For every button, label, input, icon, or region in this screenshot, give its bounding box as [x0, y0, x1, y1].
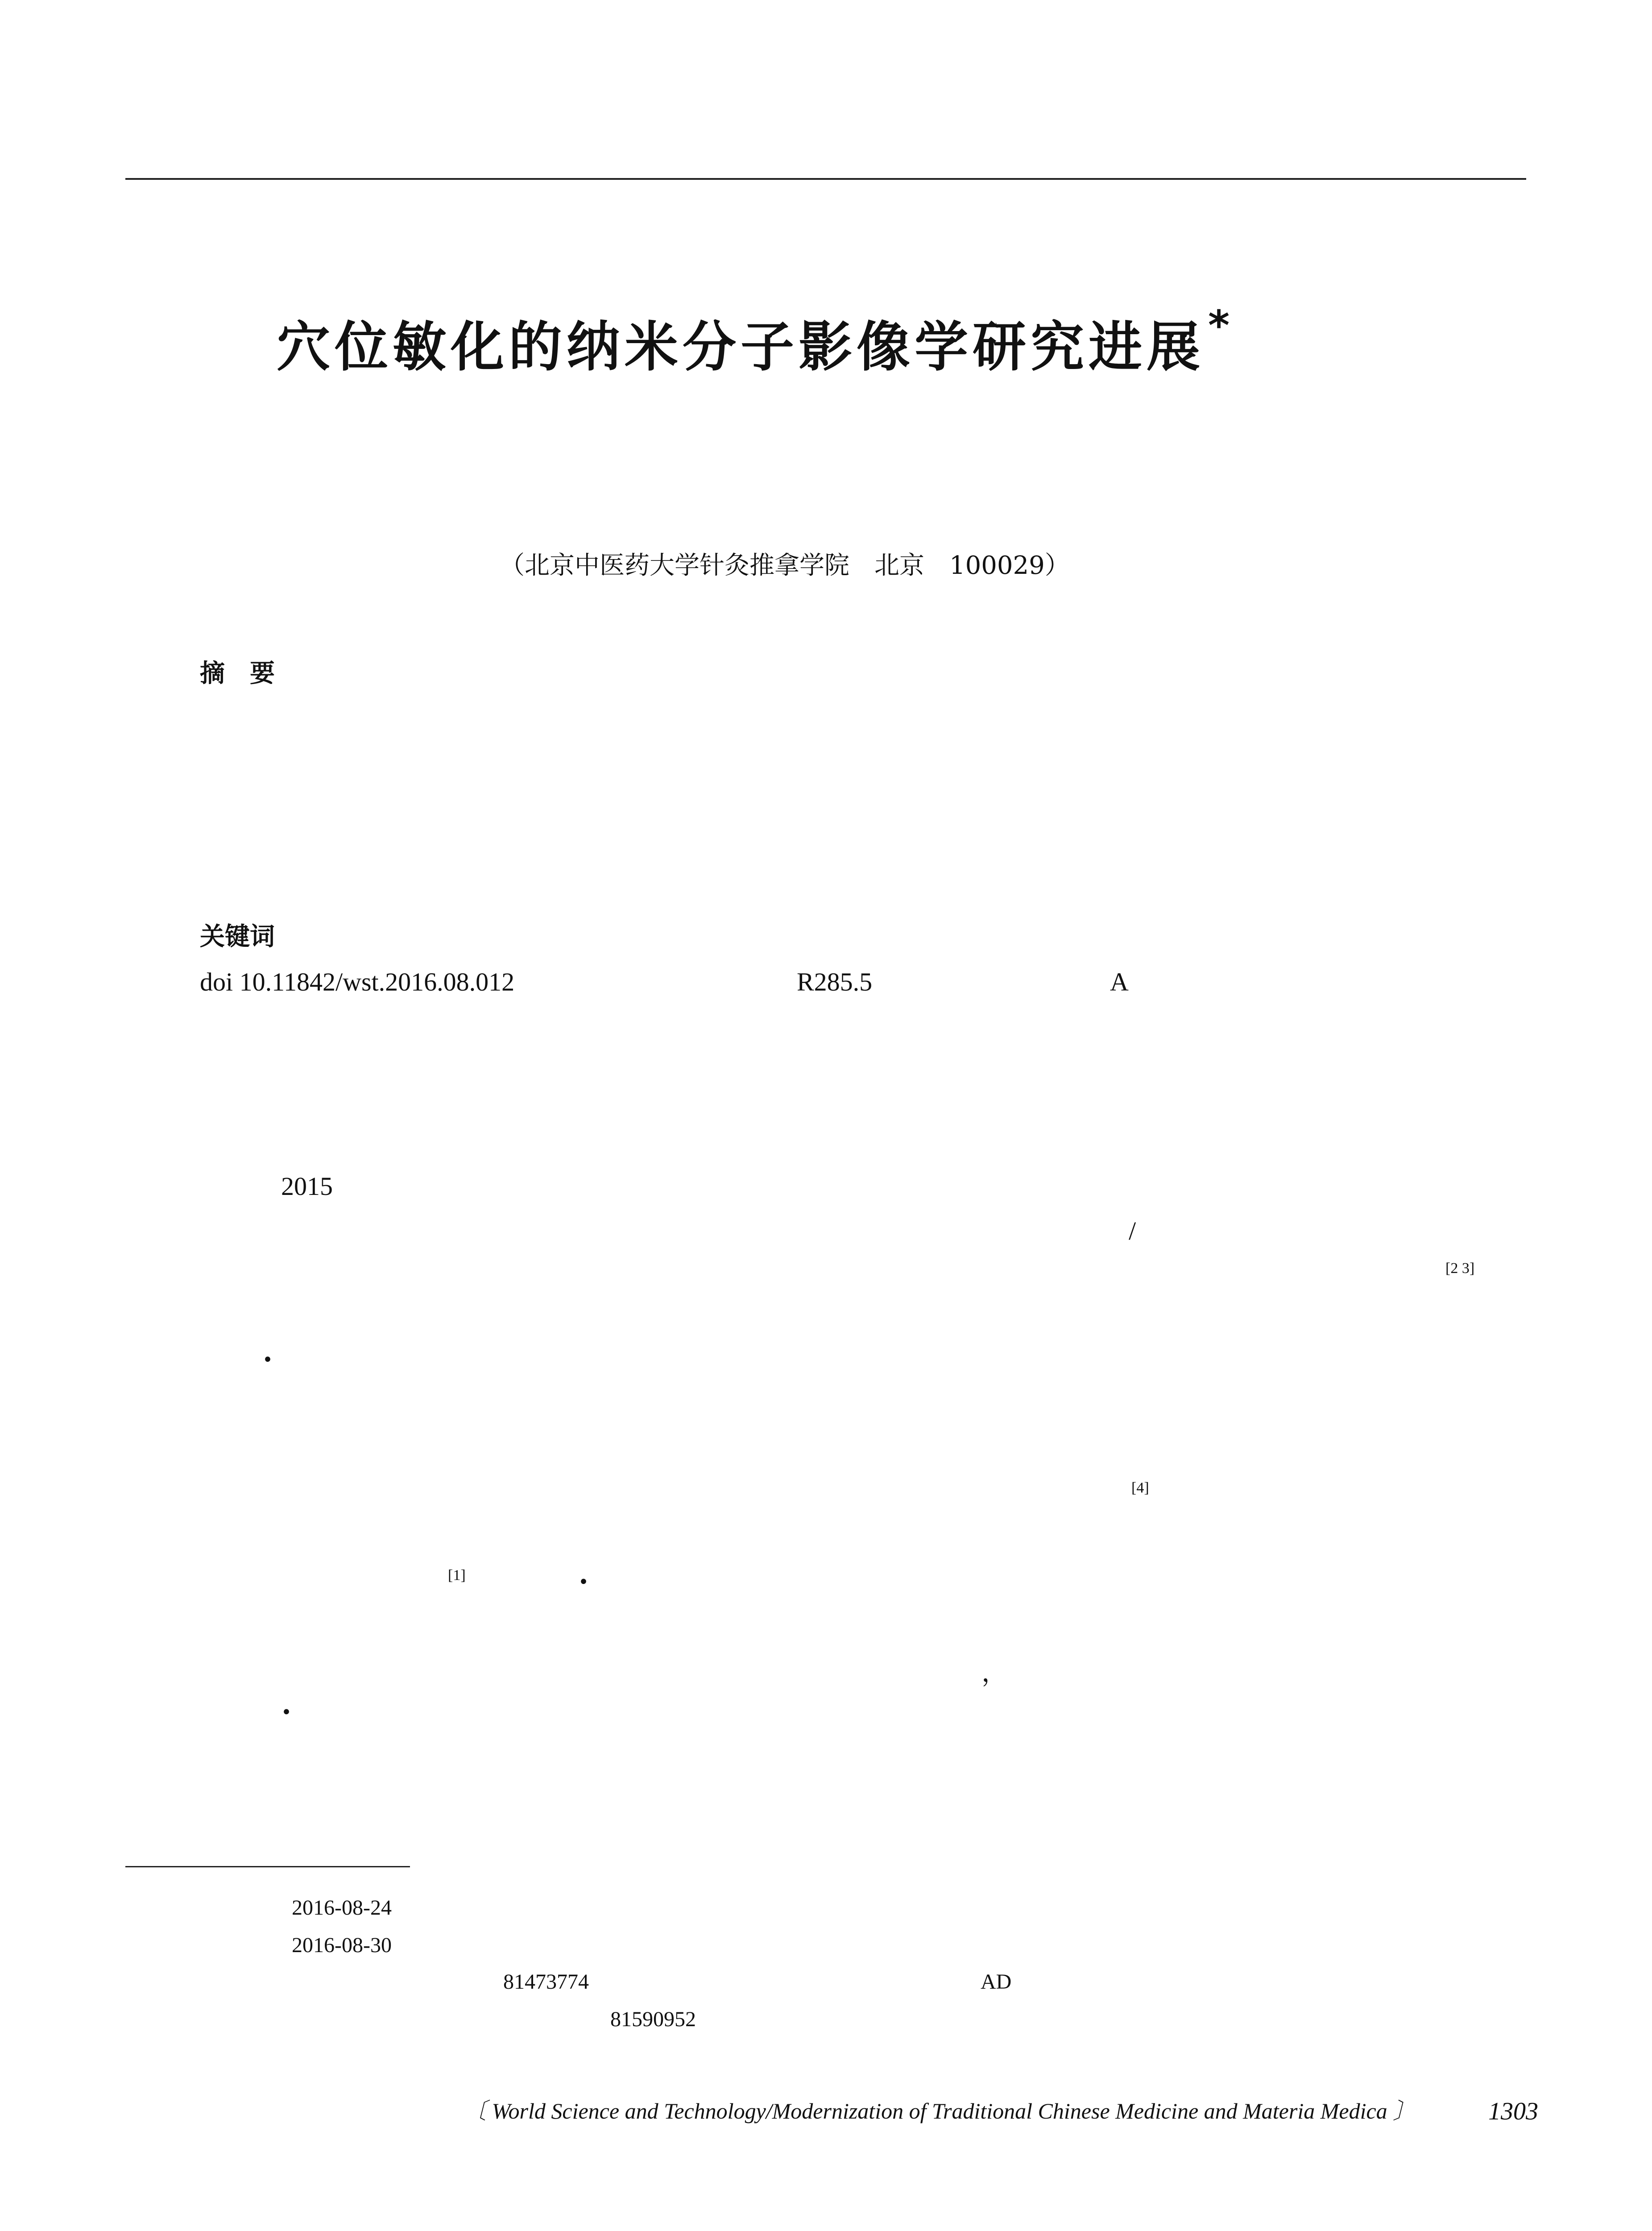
- body-comma: ，: [981, 1658, 1008, 1687]
- title-footnote-mark: *: [1208, 302, 1234, 349]
- citation-1: [1]: [448, 1567, 466, 1584]
- fund-number-2: 81590952: [610, 2007, 696, 2031]
- classification-number: R285.5: [797, 967, 873, 996]
- fund-code: AD: [981, 1970, 1012, 1994]
- doi-text: doi 10.11842/wst.2016.08.012: [200, 967, 515, 996]
- footnote-rule: [125, 1866, 410, 1867]
- revised-date: 2016-08-30: [292, 1933, 392, 1957]
- header-rule: [125, 178, 1526, 180]
- article-title-text: 穴位敏化的纳米分子影像学研究进展: [277, 315, 1205, 378]
- document-code: A: [1110, 967, 1129, 996]
- abstract-label: 摘 要: [200, 659, 275, 688]
- body-dot-1: ·: [262, 1341, 273, 1377]
- page-number: 1303: [1488, 2098, 1538, 2125]
- journal-footer: 〔 World Science and Technology/Modernization of Traditional Chinese Medicine and Materia Medica 〕: [464, 2098, 1416, 2123]
- body-year: 2015: [281, 1172, 333, 1201]
- article-title: [277, 302, 1234, 378]
- citation-2-3: [2 3]: [1445, 1260, 1475, 1277]
- body-dot-3: ·: [281, 1694, 292, 1729]
- author-affiliation: （北京中医药大学针灸推拿学院 北京 100029）: [500, 551, 1070, 580]
- received-date: 2016-08-24: [292, 1896, 392, 1920]
- body-slash: /: [1129, 1216, 1136, 1245]
- fund-number-1: 81473774: [503, 1970, 589, 1994]
- keywords-label: 关键词: [200, 922, 275, 951]
- body-dot-2: ·: [578, 1563, 589, 1599]
- citation-4: [4]: [1131, 1480, 1149, 1496]
